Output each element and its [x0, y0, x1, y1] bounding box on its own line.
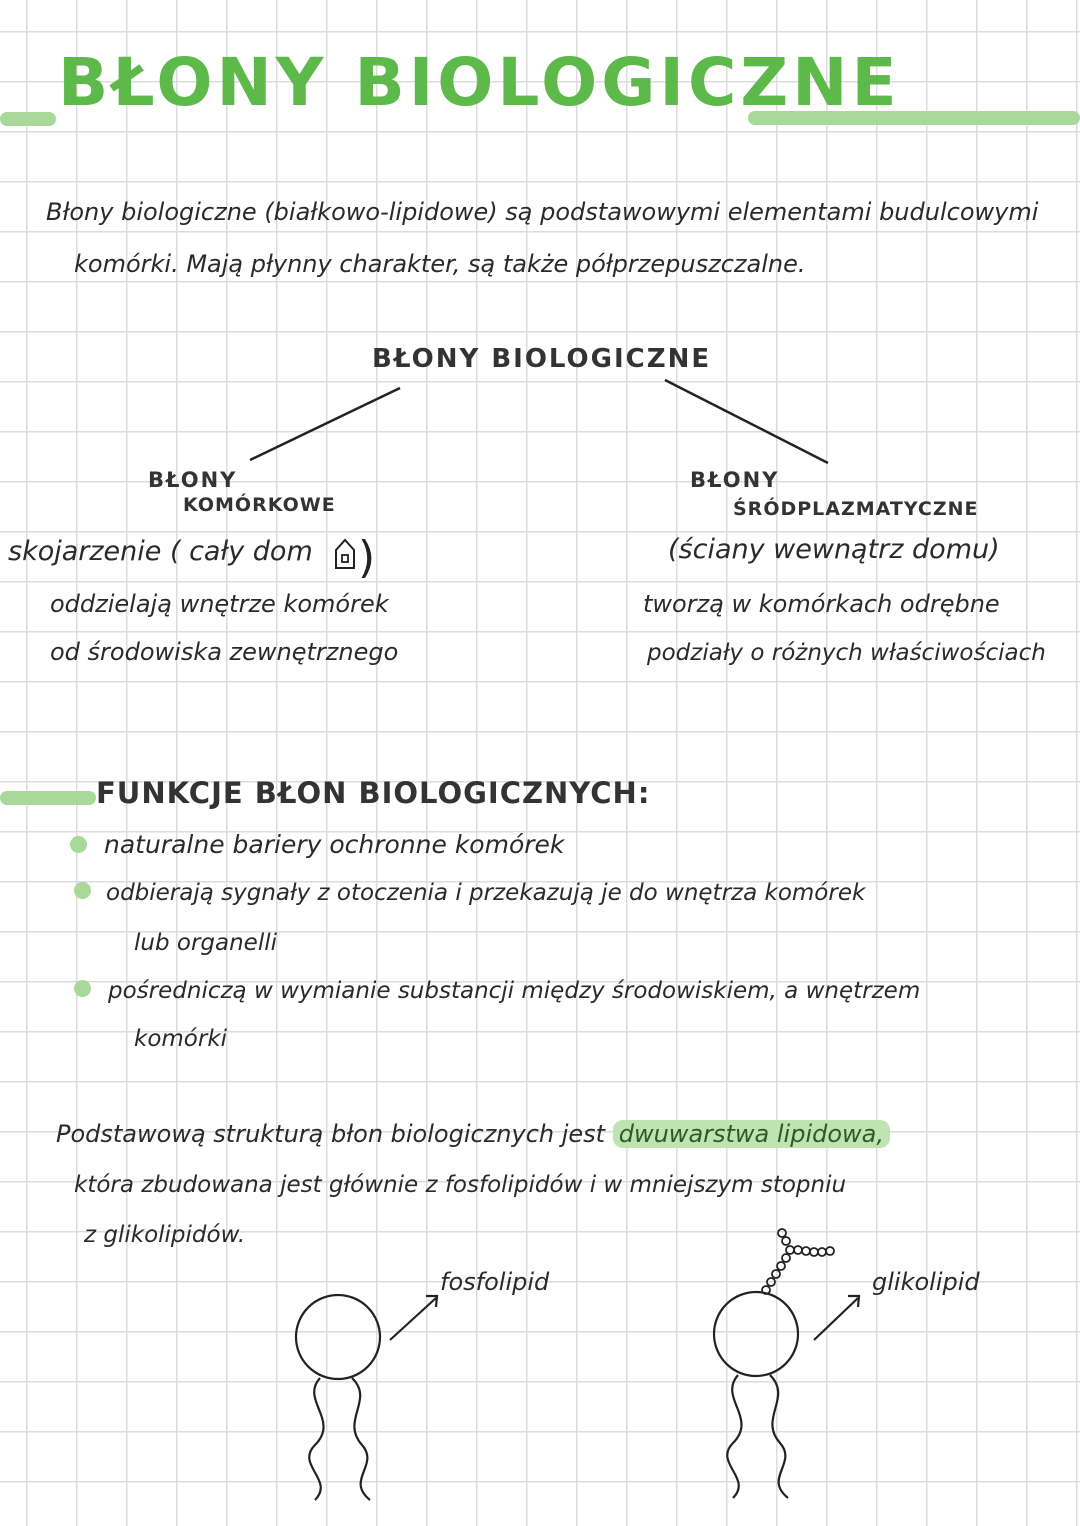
intro-line-2: komórki. Mają płynny charakter, są także półprzepuszczalne. [74, 250, 806, 278]
branch-right-line [665, 380, 828, 463]
bullet-dot [74, 882, 91, 899]
glycolipid-drawing [714, 1292, 859, 1498]
function-item-2-cont: lub organelli [134, 930, 277, 956]
house-icon [336, 540, 354, 568]
sugar-chain-icon [762, 1229, 834, 1294]
right-title-2: ŚRÓDPLAZMATYCZNE [733, 498, 979, 520]
bullet-dot [70, 836, 87, 853]
page-title: BŁONY BIOLOGICZNE [58, 44, 901, 121]
left-title-2: KOMÓRKOWE [183, 494, 336, 516]
left-title-1: BŁONY [148, 468, 238, 492]
phospholipid-label: fosfolipid [440, 1268, 550, 1296]
right-analogy: (ściany wewnątrz domu) [668, 534, 1000, 565]
house-paren: ) [358, 532, 376, 583]
structure-line-3: z glikolipidów. [84, 1222, 246, 1248]
intro-line-1: Błony biologiczne (białkowo-lipidowe) są podstawowymi elementami budulcowymi [46, 198, 1039, 226]
glycolipid-label: glikolipid [872, 1268, 980, 1296]
left-desc-2: od środowiska zewnętrznego [50, 638, 399, 666]
function-item-1: naturalne bariery ochronne komórek [104, 830, 565, 859]
structure-line-1-text: Podstawową strukturą błon biologicznych jest [56, 1120, 606, 1148]
right-desc-1: tworzą w komórkach odrębne [643, 590, 1000, 618]
function-item-3: pośredniczą w wymianie substancji między środowiskiem, a wnętrzem [108, 978, 921, 1004]
structure-line-1 [56, 1120, 890, 1148]
function-item-2: odbierają sygnały z otoczenia i przekazują je do wnętrza komórek [106, 880, 866, 906]
left-analogy: skojarzenie ( cały dom [8, 536, 313, 567]
functions-bar [0, 791, 96, 805]
function-item-3-cont: komórki [134, 1026, 228, 1052]
bullet-dot [74, 980, 91, 997]
structure-highlight: dwuwarstwa lipidowa, [613, 1120, 890, 1148]
phospholipid-drawing [296, 1295, 437, 1500]
structure-line-2: która zbudowana jest głównie z fosfolipidów i w mniejszym stopniu [74, 1172, 847, 1198]
right-desc-2: podziały o różnych właściwościach [647, 640, 1046, 666]
diagram-root: BŁONY BIOLOGICZNE [372, 344, 712, 374]
right-title-1: BŁONY [690, 468, 780, 492]
functions-heading: FUNKCJE BŁON BIOLOGICZNYCH: [96, 776, 651, 810]
left-desc-1: oddzielają wnętrze komórek [50, 590, 389, 618]
branch-left-line [250, 388, 400, 460]
